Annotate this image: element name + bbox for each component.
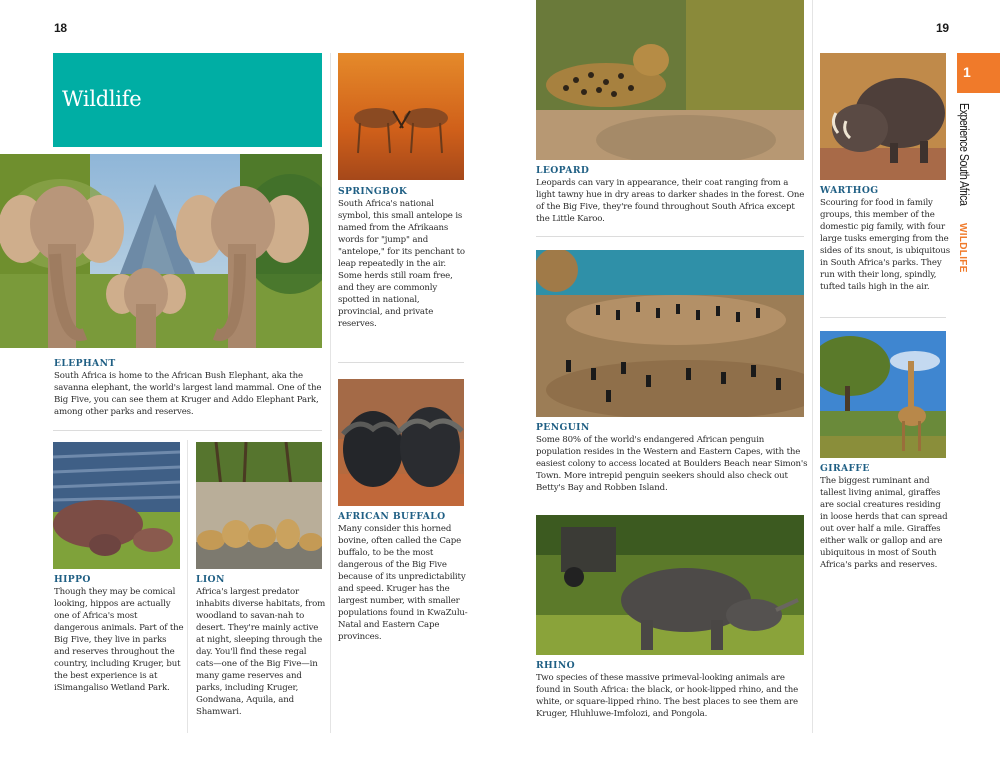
entry-rhino	[536, 660, 808, 720]
entry-body: Africa's largest predator inhabits diverse habitats, from woodland to savan-nah to desert. They're mainly active at night, sleeping through the day. You'll find these regal cats—one of the Big Five—in many game reserves and parks, including Kruger, Gondwana, Aquila, and Shamwari.	[196, 587, 326, 717]
entry-title: AFRICAN BUFFALO	[338, 511, 446, 522]
giraffe-photo	[820, 331, 946, 458]
entry-hippo	[54, 574, 184, 694]
page-number-left: 18	[54, 21, 67, 35]
divider	[338, 362, 464, 363]
entry-body: Many consider this horned bovine, often called the Cape buffalo, to be the most dangerous of the Big Five because of its unpredictability and speed. Kruger has the largest number, with smaller populations found in KwaZulu-Natal and Eastern Cape provinces.	[338, 524, 468, 642]
entry-body: Some 80% of the world's endangered African penguin population resides in the Western and Eastern Capes, with the easiest colony to access located at Boulders Beach near Simon's Town. More intrepid penguin seekers should also check out Betty's Bay and Robben Island.	[536, 435, 808, 493]
column-divider	[330, 53, 331, 733]
entry-giraffe	[820, 463, 950, 571]
entry-springbok	[338, 186, 466, 330]
entry-body: The biggest ruminant and tallest living animal, giraffes are social creatures residing in loose herds that can spread out over half a mile. Giraffes either walk or gallop and are ubiquitous in most of South Africa's parks and reserves.	[820, 476, 948, 570]
column-divider	[812, 0, 813, 733]
entry-body: Scouring for food in family groups, this member of the domestic pig family, with four large tusks emerging from the sides of its snout, is ubiquitous in South Africa's parks. They run with their long, spindly, tufted tails high in the air.	[820, 198, 950, 292]
rhino-safari-photo	[536, 515, 804, 655]
entry-title: SPRINGBOK	[338, 186, 408, 197]
section-title-banner	[53, 53, 322, 147]
divider	[536, 236, 804, 237]
elephant-family-photo	[0, 154, 322, 348]
entry-title: GIRAFFE	[820, 463, 870, 474]
hippo-photo	[53, 442, 180, 569]
entry-body: Leopards can vary in appearance, their coat ranging from a light tawny hue in dry areas to darker shades in the forest. One of the Big Five, they're found throughout South Africa except the Little Karoo.	[536, 178, 805, 224]
entry-warthog	[820, 185, 950, 293]
entry-title: HIPPO	[54, 574, 91, 585]
entry-title: PENGUIN	[536, 422, 590, 433]
entry-lion	[196, 574, 326, 718]
entry-leopard	[536, 165, 806, 225]
chapter-number: 1	[963, 64, 971, 80]
buffalo-photo	[338, 379, 464, 506]
running-head-book-section: Experience South Africa	[957, 103, 972, 206]
entry-body: Though they may be comical looking, hippos are actually one of Africa's most dangerous animals. Part of the Big Five, they live in parks and reserves throughout the country, including Kruger, but the best experience is at iSimangaliso Wetland Park.	[54, 587, 184, 693]
warthog-photo	[820, 53, 946, 180]
entry-body: Two species of these massive primeval-looking animals are found in South Africa: the black, or hook-lipped rhino, and the white, or square-lipped rhino. The best places to see them are Kruger, Hluhluwe-Imfolozi, and Pongola.	[536, 673, 799, 719]
divider	[53, 430, 322, 431]
penguin-colony-photo	[536, 250, 804, 417]
entry-penguin	[536, 422, 808, 494]
entry-body: South Africa is home to the African Bush Elephant, aka the savanna elephant, the world's largest land mammal. One of the Big Five, you can see them at Kruger and Addo Elephant Park, among other parks and reserves.	[54, 371, 322, 417]
entry-title: LION	[196, 574, 225, 585]
entry-title: ELEPHANT	[54, 358, 116, 369]
chapter-tab	[957, 53, 1000, 93]
column-divider	[187, 440, 188, 733]
entry-elephant	[54, 358, 324, 418]
divider	[820, 317, 946, 318]
entry-buffalo	[338, 511, 468, 643]
lions-drinking-photo	[196, 442, 322, 569]
entry-title: RHINO	[536, 660, 576, 671]
running-head-topic: WILDLIFE	[957, 223, 968, 273]
running-head	[957, 103, 979, 283]
entry-title: WARTHOG	[820, 185, 879, 196]
page-number-right: 19	[936, 21, 949, 35]
section-title: Wildlife	[62, 87, 142, 111]
entry-title: LEOPARD	[536, 165, 590, 176]
leopard-photo	[536, 0, 804, 160]
springbok-photo	[338, 53, 464, 180]
entry-body: South Africa's national symbol, this small antelope is named from the Afrikaans words for "jump" and "antelope," for its penchant to leap repeatedly in the air. Some herds still roam free, and they are commonly spotted in national, provincial, and private reserves.	[338, 199, 465, 329]
